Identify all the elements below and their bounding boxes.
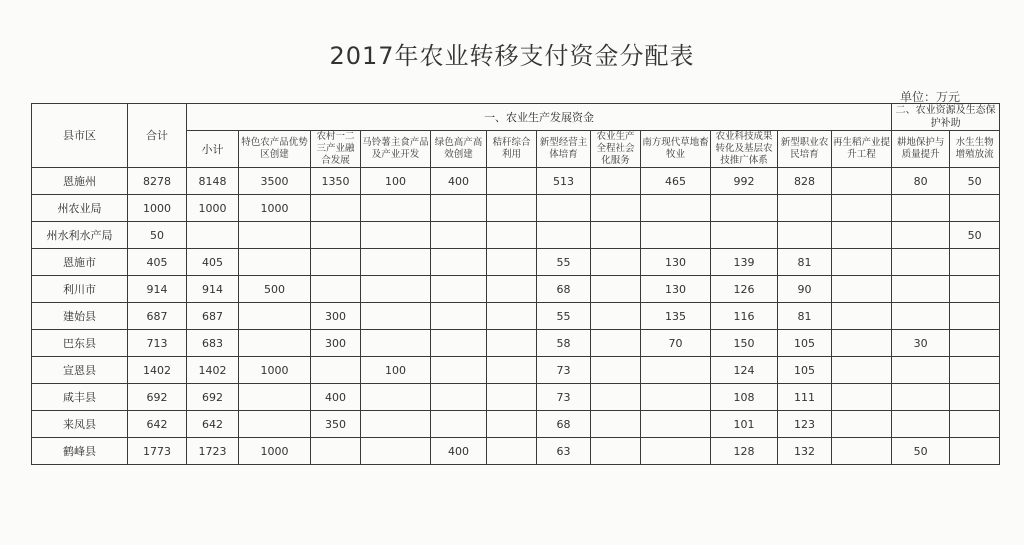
cell-value — [487, 384, 537, 411]
cell-value — [487, 357, 537, 384]
cell-value: 300 — [311, 330, 361, 357]
cell-value: 63 — [537, 438, 591, 465]
table-row — [32, 195, 1000, 222]
table-row — [32, 330, 1000, 357]
cell-value — [239, 330, 311, 357]
cell-value — [892, 384, 950, 411]
cell-value — [591, 195, 641, 222]
cell-value: 1000 — [239, 438, 311, 465]
cell-value — [950, 249, 1000, 276]
cell-value — [711, 222, 778, 249]
cell-value — [431, 276, 487, 303]
header-county: 县市区 — [32, 104, 128, 168]
subtotal-value: 8148 — [187, 168, 239, 195]
cell-value — [239, 411, 311, 438]
cell-value: 139 — [711, 249, 778, 276]
unit-label: 单位：万元 — [900, 90, 961, 104]
cell-value — [431, 357, 487, 384]
subtotal-value: 1723 — [187, 438, 239, 465]
county-name: 利川市 — [32, 276, 128, 303]
cell-value — [487, 168, 537, 195]
table-row — [32, 438, 1000, 465]
cell-value: 58 — [537, 330, 591, 357]
cell-value — [487, 249, 537, 276]
allocation-table — [31, 103, 1000, 465]
cell-value — [239, 303, 311, 330]
total-value: 1000 — [128, 195, 187, 222]
total-value: 405 — [128, 249, 187, 276]
total-value: 642 — [128, 411, 187, 438]
cell-value: 50 — [950, 222, 1000, 249]
cell-value — [778, 222, 832, 249]
cell-value — [311, 438, 361, 465]
subtotal-value: 405 — [187, 249, 239, 276]
cell-value — [641, 438, 711, 465]
cell-value — [950, 438, 1000, 465]
cell-value: 400 — [311, 384, 361, 411]
cell-value: 400 — [431, 438, 487, 465]
cell-value — [361, 303, 431, 330]
cell-value: 30 — [892, 330, 950, 357]
cell-value: 135 — [641, 303, 711, 330]
cell-value: 81 — [778, 303, 832, 330]
cell-value — [892, 276, 950, 303]
header-col: 水生生物增殖放流 — [950, 131, 1000, 168]
cell-value — [487, 330, 537, 357]
cell-value — [591, 411, 641, 438]
cell-value: 1000 — [239, 195, 311, 222]
total-value: 50 — [128, 222, 187, 249]
cell-value — [950, 276, 1000, 303]
header-col: 新型职业农民培育 — [778, 131, 832, 168]
subtotal-value: 1000 — [187, 195, 239, 222]
cell-value — [778, 195, 832, 222]
cell-value — [487, 303, 537, 330]
cell-value — [950, 330, 1000, 357]
total-value: 1773 — [128, 438, 187, 465]
cell-value — [487, 222, 537, 249]
subtotal-value: 683 — [187, 330, 239, 357]
cell-value — [950, 384, 1000, 411]
cell-value: 3500 — [239, 168, 311, 195]
cell-value — [832, 330, 892, 357]
cell-value: 1000 — [239, 357, 311, 384]
table-row — [32, 303, 1000, 330]
cell-value — [950, 411, 1000, 438]
cell-value — [591, 222, 641, 249]
cell-value: 101 — [711, 411, 778, 438]
table-row — [32, 222, 1000, 249]
cell-value — [591, 384, 641, 411]
cell-value — [311, 357, 361, 384]
header-col: 特色农产品优势区创建 — [239, 131, 311, 168]
cell-value — [361, 195, 431, 222]
cell-value: 81 — [778, 249, 832, 276]
cell-value — [311, 276, 361, 303]
cell-value: 465 — [641, 168, 711, 195]
cell-value: 90 — [778, 276, 832, 303]
cell-value — [311, 249, 361, 276]
cell-value — [431, 249, 487, 276]
header-col: 绿色高产高效创建 — [431, 131, 487, 168]
cell-value — [832, 438, 892, 465]
cell-value — [431, 222, 487, 249]
table-row — [32, 384, 1000, 411]
cell-value — [950, 357, 1000, 384]
header-col: 秸秆综合利用 — [487, 131, 537, 168]
header-row-1 — [32, 104, 1000, 131]
cell-value: 55 — [537, 249, 591, 276]
cell-value: 130 — [641, 249, 711, 276]
table-body — [32, 168, 1000, 465]
cell-value: 105 — [778, 357, 832, 384]
total-value: 687 — [128, 303, 187, 330]
cell-value — [591, 249, 641, 276]
cell-value — [591, 276, 641, 303]
header-subtotal: 小计 — [187, 131, 239, 168]
cell-value — [487, 411, 537, 438]
cell-value — [832, 195, 892, 222]
cell-value — [361, 411, 431, 438]
cell-value — [832, 411, 892, 438]
county-name: 鹤峰县 — [32, 438, 128, 465]
cell-value — [361, 222, 431, 249]
total-value: 914 — [128, 276, 187, 303]
cell-value — [832, 222, 892, 249]
county-name: 州农业局 — [32, 195, 128, 222]
subtotal-value: 687 — [187, 303, 239, 330]
cell-value — [361, 384, 431, 411]
cell-value — [311, 195, 361, 222]
cell-value — [431, 330, 487, 357]
cell-value: 300 — [311, 303, 361, 330]
cell-value: 350 — [311, 411, 361, 438]
total-value: 713 — [128, 330, 187, 357]
cell-value — [361, 330, 431, 357]
table-row — [32, 411, 1000, 438]
cell-value: 73 — [537, 357, 591, 384]
table-row — [32, 276, 1000, 303]
cell-value — [832, 303, 892, 330]
cell-value: 150 — [711, 330, 778, 357]
cell-value — [431, 411, 487, 438]
cell-value: 828 — [778, 168, 832, 195]
total-value: 692 — [128, 384, 187, 411]
cell-value — [487, 195, 537, 222]
cell-value — [641, 411, 711, 438]
cell-value — [239, 222, 311, 249]
cell-value — [537, 222, 591, 249]
county-name: 恩施市 — [32, 249, 128, 276]
cell-value: 111 — [778, 384, 832, 411]
cell-value — [591, 438, 641, 465]
cell-value — [950, 303, 1000, 330]
header-col: 马铃薯主食产品及产业开发 — [361, 131, 431, 168]
total-value: 8278 — [128, 168, 187, 195]
county-name: 咸丰县 — [32, 384, 128, 411]
county-name: 来凤县 — [32, 411, 128, 438]
header-col: 南方现代草地畜牧业 — [641, 131, 711, 168]
cell-value: 100 — [361, 168, 431, 195]
cell-value: 1350 — [311, 168, 361, 195]
cell-value: 108 — [711, 384, 778, 411]
table-row — [32, 168, 1000, 195]
subtotal-value: 642 — [187, 411, 239, 438]
cell-value — [641, 357, 711, 384]
county-name: 州水利水产局 — [32, 222, 128, 249]
county-name: 恩施州 — [32, 168, 128, 195]
subtotal-value: 692 — [187, 384, 239, 411]
header-col: 新型经营主体培育 — [537, 131, 591, 168]
cell-value: 100 — [361, 357, 431, 384]
subtotal-value: 1402 — [187, 357, 239, 384]
county-name: 建始县 — [32, 303, 128, 330]
cell-value: 128 — [711, 438, 778, 465]
header-col: 农村一二三产业融合发展 — [311, 131, 361, 168]
cell-value — [950, 195, 1000, 222]
cell-value: 68 — [537, 411, 591, 438]
cell-value: 400 — [431, 168, 487, 195]
cell-value — [487, 438, 537, 465]
cell-value — [487, 276, 537, 303]
cell-value — [832, 276, 892, 303]
cell-value: 124 — [711, 357, 778, 384]
cell-value: 132 — [778, 438, 832, 465]
cell-value — [361, 438, 431, 465]
cell-value — [239, 384, 311, 411]
cell-value — [641, 222, 711, 249]
table-row — [32, 357, 1000, 384]
header-col: 再生稻产业提升工程 — [832, 131, 892, 168]
subtotal-value: 914 — [187, 276, 239, 303]
cell-value: 130 — [641, 276, 711, 303]
cell-value — [892, 411, 950, 438]
header-group-resources: 二、农业资源及生态保护补助 — [892, 104, 1000, 131]
cell-value: 126 — [711, 276, 778, 303]
cell-value: 992 — [711, 168, 778, 195]
cell-value — [431, 195, 487, 222]
header-total: 合计 — [128, 104, 187, 168]
cell-value: 55 — [537, 303, 591, 330]
cell-value: 105 — [778, 330, 832, 357]
cell-value — [591, 303, 641, 330]
cell-value — [591, 168, 641, 195]
header-group-production: 一、农业生产发展资金 — [187, 104, 892, 131]
cell-value — [591, 357, 641, 384]
cell-value — [832, 357, 892, 384]
cell-value — [537, 195, 591, 222]
total-value: 1402 — [128, 357, 187, 384]
cell-value — [641, 384, 711, 411]
cell-value: 500 — [239, 276, 311, 303]
cell-value — [832, 384, 892, 411]
cell-value: 73 — [537, 384, 591, 411]
header-col: 农业生产全程社会化服务 — [591, 131, 641, 168]
cell-value — [239, 249, 311, 276]
cell-value: 513 — [537, 168, 591, 195]
cell-value: 123 — [778, 411, 832, 438]
cell-value — [361, 249, 431, 276]
cell-value — [832, 168, 892, 195]
cell-value — [892, 249, 950, 276]
table-row — [32, 249, 1000, 276]
cell-value: 50 — [950, 168, 1000, 195]
cell-value — [711, 195, 778, 222]
cell-value: 70 — [641, 330, 711, 357]
cell-value — [431, 303, 487, 330]
cell-value — [832, 249, 892, 276]
cell-value — [431, 384, 487, 411]
cell-value — [641, 195, 711, 222]
cell-value: 80 — [892, 168, 950, 195]
header-col: 农业科技成果转化及基层农技推广体系 — [711, 131, 778, 168]
cell-value: 68 — [537, 276, 591, 303]
cell-value — [311, 222, 361, 249]
page-title: 2017年农业转移支付资金分配表 — [329, 42, 695, 70]
cell-value — [892, 357, 950, 384]
cell-value — [892, 303, 950, 330]
subtotal-value — [187, 222, 239, 249]
cell-value — [591, 330, 641, 357]
county-name: 宣恩县 — [32, 357, 128, 384]
county-name: 巴东县 — [32, 330, 128, 357]
header-col: 耕地保护与质量提升 — [892, 131, 950, 168]
cell-value — [892, 222, 950, 249]
cell-value — [361, 276, 431, 303]
cell-value: 116 — [711, 303, 778, 330]
cell-value — [892, 195, 950, 222]
cell-value: 50 — [892, 438, 950, 465]
